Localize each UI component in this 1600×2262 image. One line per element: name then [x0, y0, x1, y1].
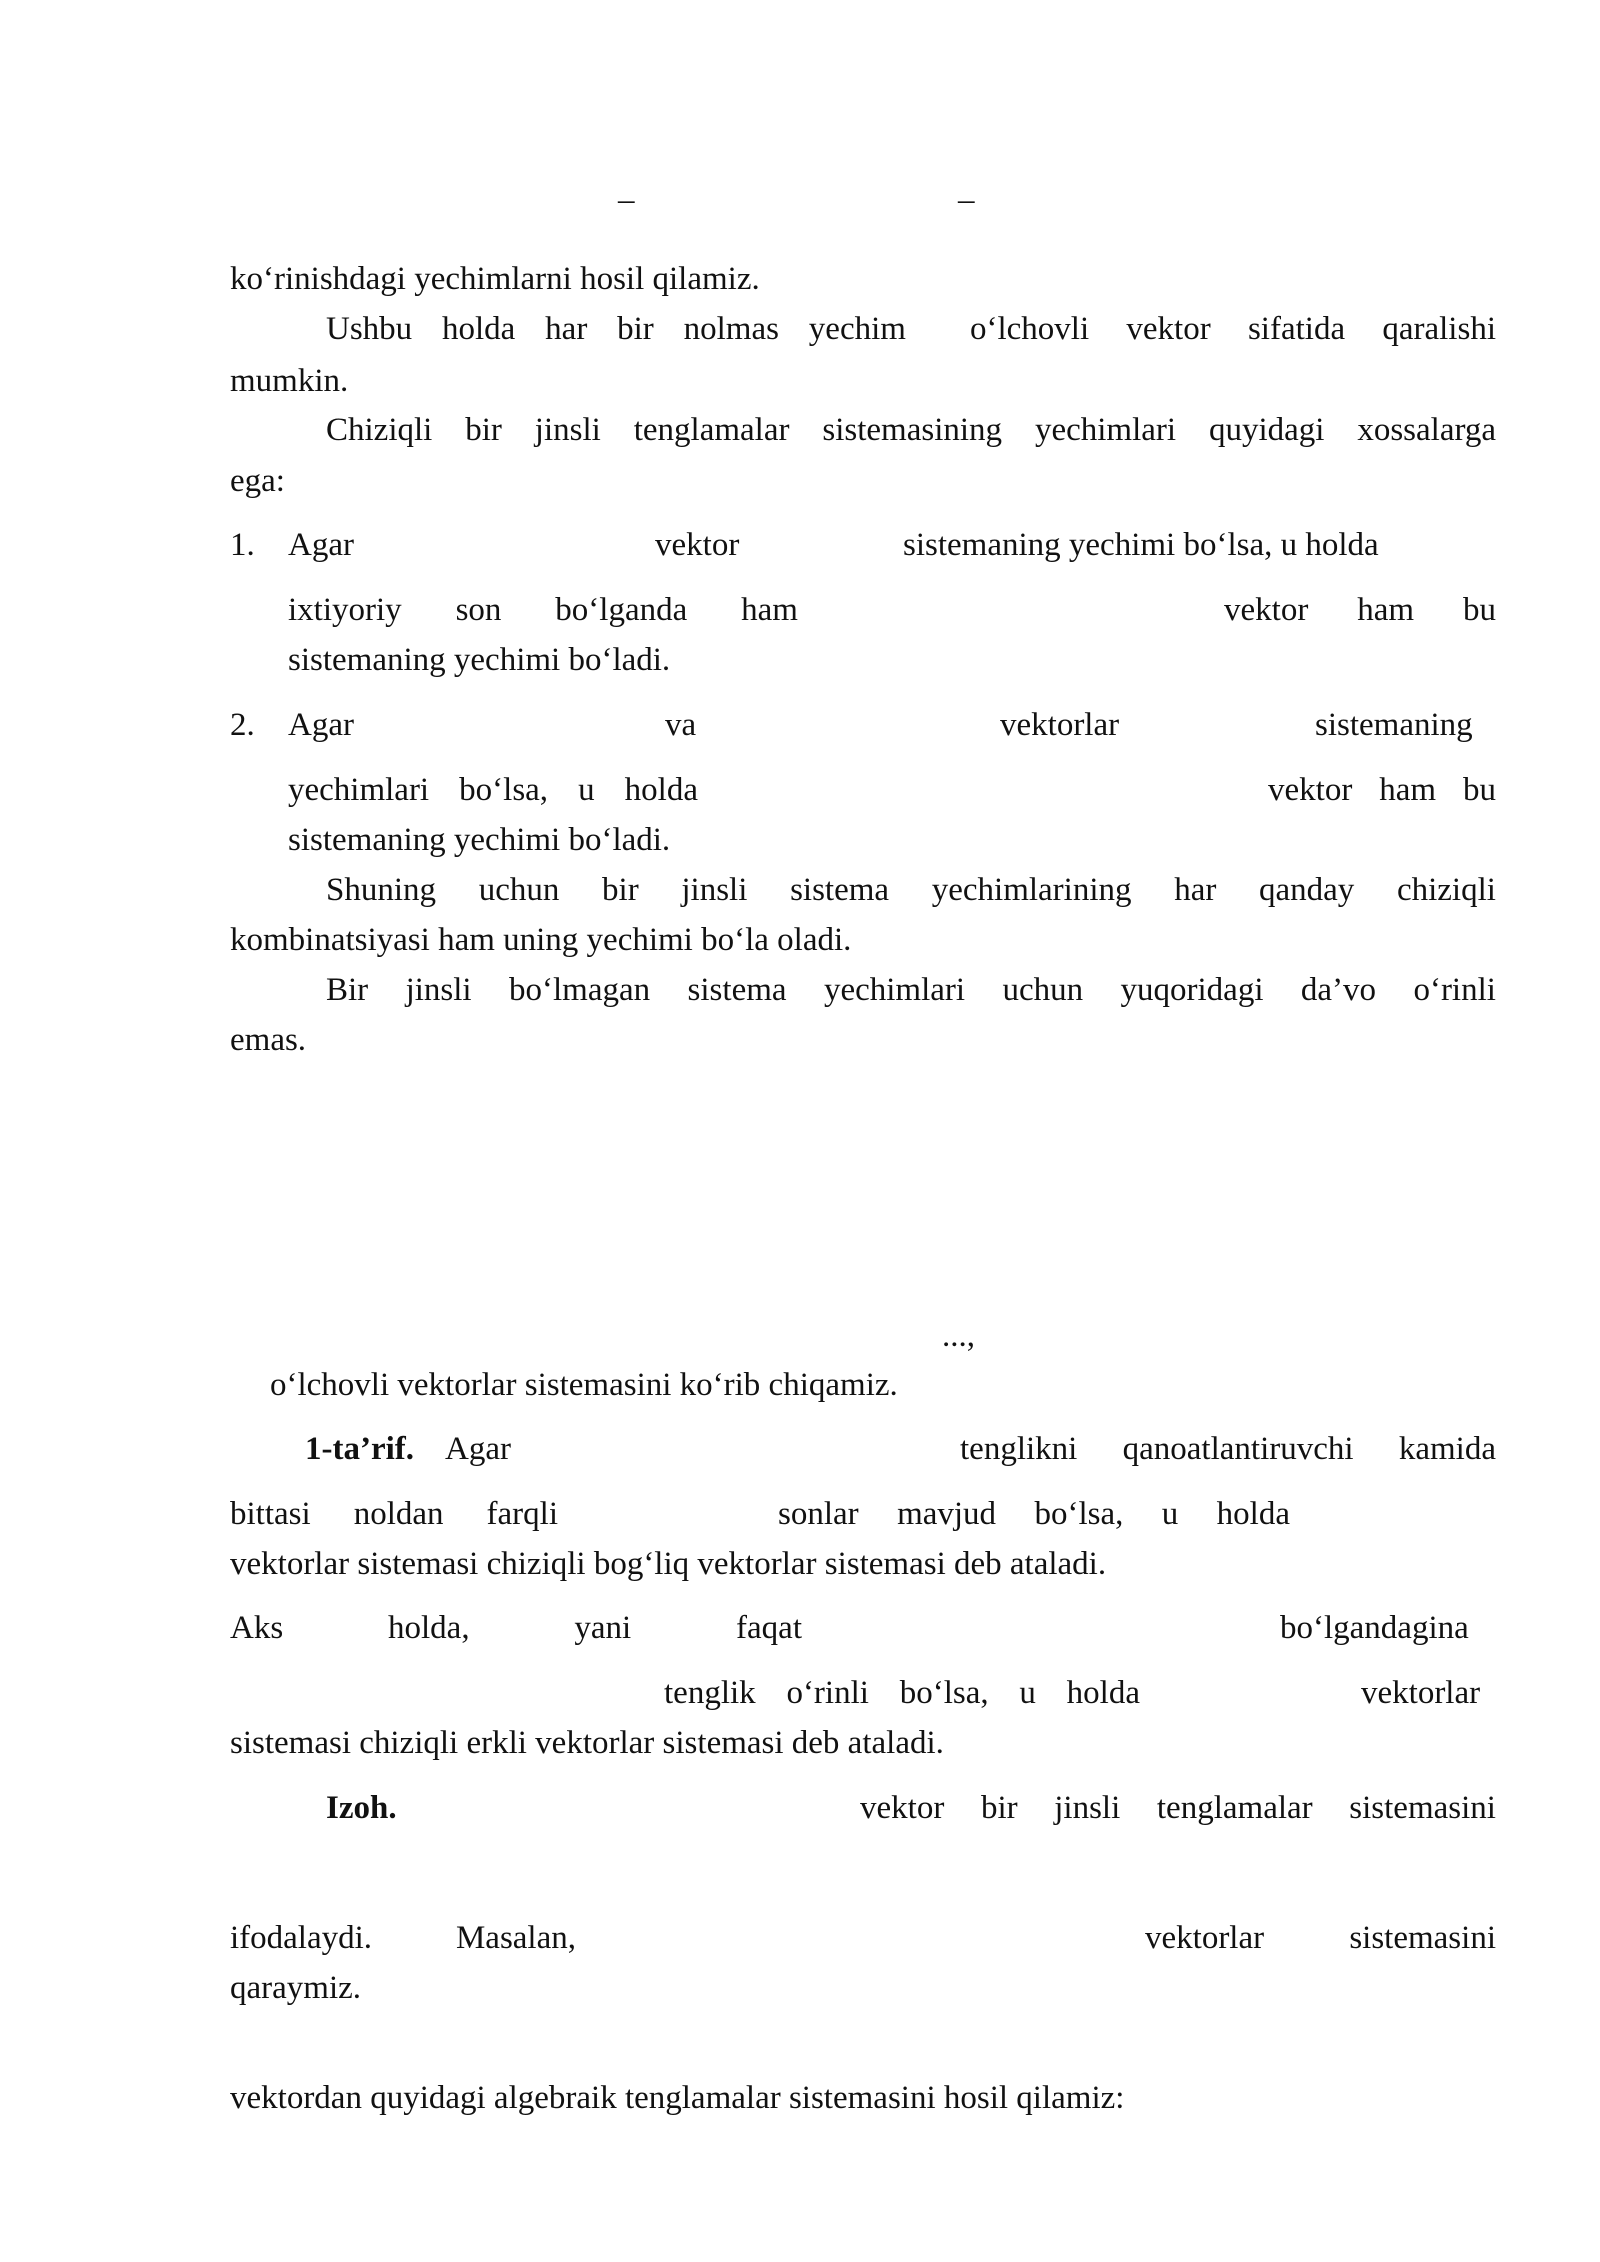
word: sistemasini	[1349, 1920, 1496, 1956]
word: quyidagi	[1208, 412, 1325, 448]
list-line	[288, 774, 698, 807]
dash-mark: –	[618, 182, 635, 218]
word: bo‘lsa,	[459, 772, 549, 808]
word: tenglamalar	[633, 412, 790, 448]
word: yani	[574, 1610, 632, 1646]
word: Chiziqli	[326, 412, 433, 448]
word: tenglamalar	[1156, 1790, 1313, 1826]
word: har	[545, 311, 588, 347]
paragraph-line: vektorlar	[1361, 1675, 1481, 1711]
word: bir	[617, 311, 654, 347]
word: vektor	[860, 1790, 945, 1826]
word: xossalarga	[1357, 412, 1496, 448]
word: holda	[624, 772, 698, 808]
definition-text	[960, 1433, 1496, 1466]
word: son	[455, 592, 502, 628]
word: har	[1174, 872, 1217, 908]
word: bittasi	[230, 1496, 311, 1532]
word: bu	[1462, 592, 1496, 628]
word: yechimlarining	[931, 872, 1132, 908]
word: holda	[1216, 1496, 1290, 1532]
word: qanoatlantiruvchi	[1122, 1431, 1354, 1467]
word: vektor	[1224, 592, 1309, 628]
word: Masalan,	[455, 1920, 576, 1956]
word: yechimlari	[823, 972, 966, 1008]
word: bir	[465, 412, 502, 448]
word: u	[1019, 1675, 1036, 1711]
word: ham	[741, 592, 798, 628]
word: bo‘lsa,	[899, 1675, 989, 1711]
word: uchun	[478, 872, 560, 908]
word: yechimlari	[1034, 412, 1177, 448]
list-text: Agar	[288, 707, 354, 743]
word: ifodalaydi.	[230, 1920, 373, 1956]
word: jinsli	[534, 412, 601, 448]
word: vektor	[1268, 772, 1353, 808]
word: tenglikni	[960, 1431, 1078, 1467]
paragraph-line	[230, 1612, 802, 1645]
paragraph-line	[326, 974, 1496, 1007]
word: ham	[1379, 772, 1437, 808]
definition-label: 1-ta’rif.	[305, 1431, 415, 1467]
word: ham	[1357, 592, 1415, 628]
list-text: vektor	[655, 527, 740, 563]
list-line	[1268, 774, 1496, 807]
word: bir	[602, 872, 639, 908]
definition-text: vektorlar sistemasi chiziqli bog‘liq vektorlar sistemasi deb ataladi.	[230, 1546, 1107, 1582]
definition-text	[778, 1498, 1290, 1531]
word: uchun	[1002, 972, 1084, 1008]
word: ixtiyoriy	[288, 592, 402, 628]
paragraph-line	[970, 313, 1496, 346]
word: bo‘lganda	[555, 592, 688, 628]
word: faqat	[736, 1610, 802, 1646]
word: jinsli	[405, 972, 472, 1008]
word: holda,	[388, 1610, 470, 1646]
word: bir	[980, 1790, 1018, 1826]
word: Aks	[230, 1610, 284, 1646]
paragraph-line	[326, 414, 1496, 447]
remark-label: Izoh.	[326, 1790, 397, 1826]
word: da’vo	[1300, 972, 1377, 1008]
word: chiziqli	[1396, 872, 1496, 908]
word: kamida	[1398, 1431, 1496, 1467]
word: o‘lchovli	[970, 311, 1090, 347]
word: qaralishi	[1382, 311, 1496, 347]
word: bo‘lmagan	[509, 972, 651, 1008]
word: bo‘lsa,	[1034, 1496, 1124, 1532]
list-text: vektorlar	[1000, 707, 1120, 743]
word: bu	[1462, 772, 1496, 808]
list-text: Agar	[288, 527, 354, 563]
paragraph-line	[230, 1922, 576, 1955]
word: jinsli	[1054, 1790, 1121, 1826]
list-text: sistemaning yechimi bo‘lsa, u holda	[903, 527, 1379, 563]
word: tenglik	[664, 1675, 756, 1711]
list-text: va	[665, 707, 697, 743]
word: holda	[442, 311, 516, 347]
definition-text	[230, 1498, 558, 1531]
word: vektorlar	[1145, 1920, 1265, 1956]
word: Shuning	[326, 872, 437, 908]
word: u	[1161, 1496, 1179, 1532]
paragraph-line	[326, 874, 1496, 907]
list-number: 1.	[230, 527, 255, 563]
paragraph-line	[326, 313, 906, 346]
word: sistemasining	[822, 412, 1003, 448]
paragraph-line: ko‘rinishdagi yechimlarni hosil qilamiz.	[230, 261, 760, 297]
word: qanday	[1259, 872, 1355, 908]
word: yuqoridagi	[1120, 972, 1264, 1008]
paragraph-line: emas.	[230, 1022, 307, 1058]
list-line	[288, 594, 798, 627]
list-line: sistemaning yechimi bo‘ladi.	[288, 822, 671, 858]
ellipsis-mark: ...,	[942, 1318, 975, 1354]
paragraph-line: o‘lchovli vektorlar sistemasini ko‘rib chiqamiz.	[270, 1367, 898, 1403]
word: sistemasini	[1349, 1790, 1496, 1826]
word: mavjud	[897, 1496, 997, 1532]
paragraph-line: sistemasi chiziqli erkli vektorlar sistemasi deb ataladi.	[230, 1725, 944, 1761]
list-number: 2.	[230, 707, 255, 743]
word: Bir	[326, 972, 369, 1008]
paragraph-line: qaraymiz.	[230, 1970, 362, 2006]
word: nolmas	[683, 311, 779, 347]
paragraph-line	[664, 1677, 1140, 1710]
paragraph-line	[1145, 1922, 1496, 1955]
word: sistema	[790, 872, 890, 908]
paragraph-line: kombinatsiyasi ham uning yechimi bo‘la oladi.	[230, 922, 852, 958]
word: o‘rinli	[786, 1675, 869, 1711]
word: Ushbu	[326, 311, 413, 347]
word: noldan	[353, 1496, 444, 1532]
remark-text	[860, 1792, 1496, 1825]
paragraph-line: mumkin.	[230, 363, 349, 399]
word: u	[578, 772, 595, 808]
list-text: sistemaning	[1315, 707, 1473, 743]
word: yechimlari	[288, 772, 430, 808]
word: farqli	[486, 1496, 558, 1532]
word: sifatida	[1247, 311, 1346, 347]
paragraph-line: bo‘lgandagina	[1280, 1610, 1469, 1646]
word: vektor	[1126, 311, 1211, 347]
word: sistema	[687, 972, 787, 1008]
word: sonlar	[778, 1496, 859, 1532]
word: jinsli	[681, 872, 748, 908]
word: holda	[1066, 1675, 1140, 1711]
word: yechim	[808, 311, 906, 347]
dash-mark: –	[958, 182, 975, 218]
list-line	[1224, 594, 1496, 627]
list-line: sistemaning yechimi bo‘ladi.	[288, 642, 671, 678]
paragraph-line: ega:	[230, 463, 285, 499]
word: o‘rinli	[1413, 972, 1496, 1008]
paragraph-line: vektordan quyidagi algebraik tenglamalar sistemasini hosil qilamiz:	[230, 2080, 1125, 2116]
definition-text: Agar	[445, 1431, 511, 1467]
